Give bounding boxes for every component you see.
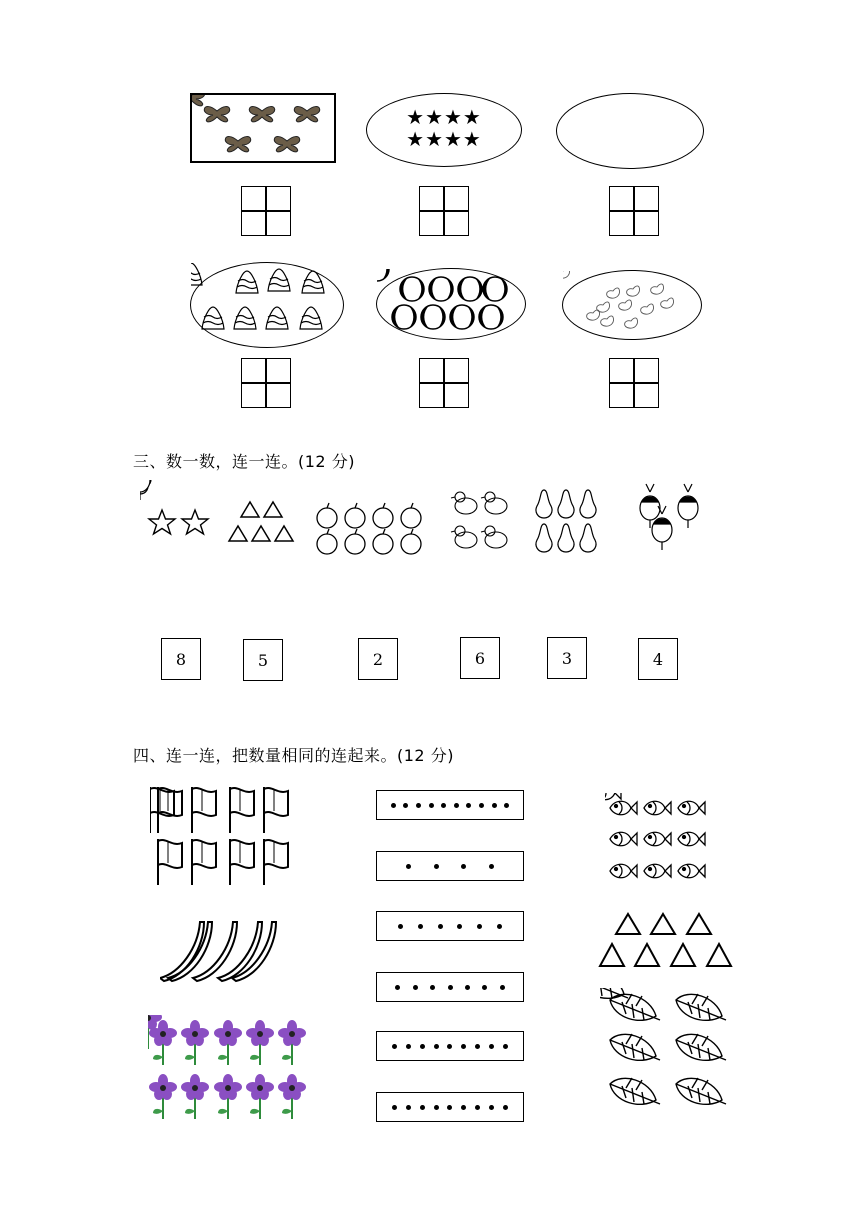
section-4-heading: 四、连一连，把数量相同的连起来。(12 分) [133, 746, 454, 765]
number-box-4[interactable]: 6 [460, 637, 500, 679]
dot [391, 803, 396, 808]
cones-oval [190, 262, 344, 348]
number-box-5[interactable]: 3 [547, 637, 587, 679]
fish-icon [605, 793, 710, 888]
dot [395, 985, 400, 990]
pears-icon [140, 480, 596, 552]
dot-bar-4[interactable] [376, 972, 524, 1002]
dot [489, 864, 494, 869]
butterfly-box [190, 93, 336, 163]
dot [489, 1044, 494, 1049]
dot [438, 924, 443, 929]
dot [416, 803, 421, 808]
dot-bar-1[interactable] [376, 790, 524, 820]
dot [429, 803, 434, 808]
empty-oval [556, 93, 704, 169]
dot [475, 1044, 480, 1049]
shell-icon [563, 271, 699, 337]
dot [479, 803, 484, 808]
dot [482, 985, 487, 990]
star-row-1: ★★★★ [406, 105, 482, 129]
number-box-2[interactable]: 5 [243, 639, 283, 681]
stars-oval [366, 93, 522, 167]
dot [430, 985, 435, 990]
answer-grid-1[interactable] [241, 186, 291, 236]
dot [466, 803, 471, 808]
dot-bar-2[interactable] [376, 851, 524, 881]
answer-grid-3[interactable] [609, 186, 659, 236]
dot [447, 1044, 452, 1049]
radishes-icon [140, 480, 698, 550]
dot-bar-3[interactable] [376, 911, 524, 941]
dot [503, 1105, 508, 1110]
flowers-icon [148, 1015, 310, 1127]
dot [477, 924, 482, 929]
answer-grid-4[interactable] [241, 358, 291, 408]
dot [447, 1105, 452, 1110]
dot [492, 803, 497, 808]
dot [503, 1044, 508, 1049]
dot [434, 1044, 439, 1049]
flags-icon [150, 785, 300, 890]
dot [403, 803, 408, 808]
answer-grid-6[interactable] [609, 358, 659, 408]
dot [406, 864, 411, 869]
dot [406, 1044, 411, 1049]
dot [497, 924, 502, 929]
cone-icon [191, 263, 341, 345]
dot [441, 803, 446, 808]
number-box-6[interactable]: 4 [638, 638, 678, 680]
dot [392, 1044, 397, 1049]
triangles-right-icon [595, 910, 740, 972]
dot [489, 1105, 494, 1110]
answer-grid-2[interactable] [419, 186, 469, 236]
dot [418, 924, 423, 929]
stars-icon [149, 510, 208, 534]
dot [406, 1105, 411, 1110]
dot [461, 864, 466, 869]
dot [465, 985, 470, 990]
triangles-icon [229, 502, 293, 541]
section-3-heading: 三、数一数，连一连。(12 分) [133, 452, 355, 471]
dot [420, 1044, 425, 1049]
dot [461, 1044, 466, 1049]
leaves-icon [600, 988, 730, 1118]
dot [434, 1105, 439, 1110]
dot [504, 803, 509, 808]
dot [475, 1105, 480, 1110]
dot [500, 985, 505, 990]
dot-bar-6[interactable] [376, 1092, 524, 1122]
star-row-2: ★★★★ [406, 127, 482, 151]
dot [398, 924, 403, 929]
dot [461, 1105, 466, 1110]
number-box-3[interactable]: 2 [358, 638, 398, 680]
number-box-1[interactable]: 8 [161, 638, 201, 680]
dot [454, 803, 459, 808]
dot [392, 1105, 397, 1110]
section-3-pictures [140, 480, 740, 560]
dot [448, 985, 453, 990]
answer-grid-5[interactable] [419, 358, 469, 408]
chicks-icon [140, 480, 507, 548]
dot [434, 864, 439, 869]
ball-icon [377, 269, 523, 337]
dot [413, 985, 418, 990]
butterflies-icon [192, 95, 334, 161]
dot [420, 1105, 425, 1110]
dot-bar-5[interactable] [376, 1031, 524, 1061]
balls-oval [376, 268, 526, 340]
bananas-icon [160, 918, 285, 983]
dot [457, 924, 462, 929]
shells-oval [562, 270, 702, 340]
